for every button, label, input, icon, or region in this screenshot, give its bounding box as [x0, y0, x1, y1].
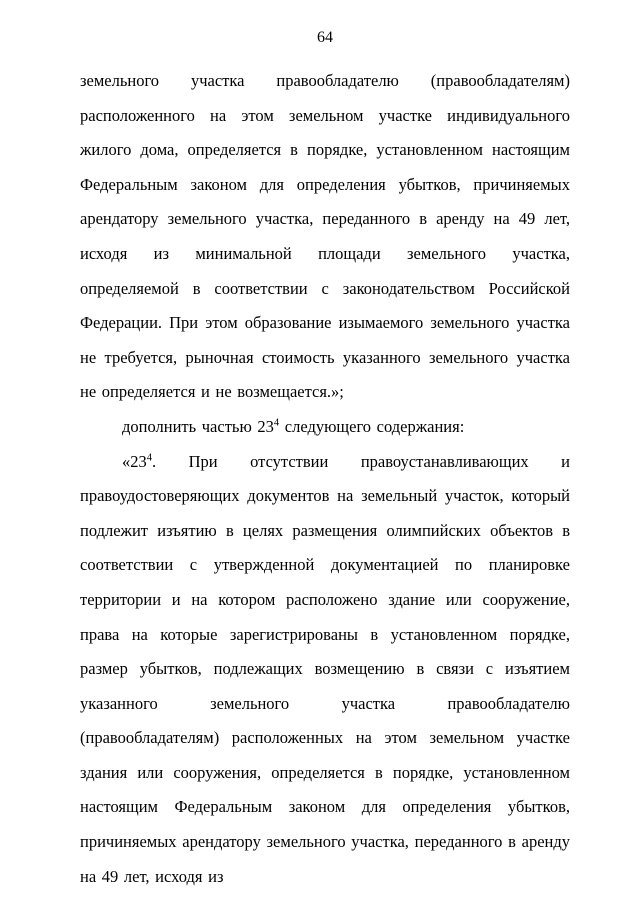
paragraph-amendment-intro — [80, 410, 570, 445]
paragraph-text: . При отсутствии правоустанавливающих и правоудостоверяющих документов на земельный участок, который подлежит изъятию в целях размещения олимпийских объектов в соответствии с утвержденной документацией по планировке территории и на котором расположено здание или сооружение, права на которые зарегистрированы в установленном порядке, размер убытков, подлежащих возмещению в связи с изъятием указанного земельного участка правообладателю (правообладателям) расположенных на этом земельном участке здания или сооружения, определяется в порядке, установленном настоящим Федеральным законом для определения убытков, причиняемых арендатору земельного участка, переданного в аренду на 49 лет, исходя из — [80, 451, 570, 886]
paragraph-text: следующего содержания: — [279, 416, 465, 436]
superscript: 4 — [146, 452, 152, 464]
superscript: 4 — [273, 417, 280, 429]
paragraph-text: дополнить частью 23 — [122, 416, 274, 436]
paragraph-text: «23 — [122, 451, 147, 471]
paragraph-text: земельного участка правообладателю (правообладателям) расположенного на этом земельном участке индивидуального жилого дома, определяется в порядке, установленном настоящим Федеральным законом для определения убытков, причиняемых арендатору земельного участка, переданного в аренду на 49 лет, исходя из минимальной площади земельного участка, определяемой в соответствии с законодательством Российской Федерации. При этом образование изымаемого земельного участка не требуется, рыночная стоимость указанного земельного участка не определяется и не возмещается.»; — [80, 71, 570, 402]
paragraph-clause-23-4 — [80, 445, 570, 895]
page-number: 64 — [317, 29, 333, 46]
paragraph-continuation — [80, 64, 570, 410]
